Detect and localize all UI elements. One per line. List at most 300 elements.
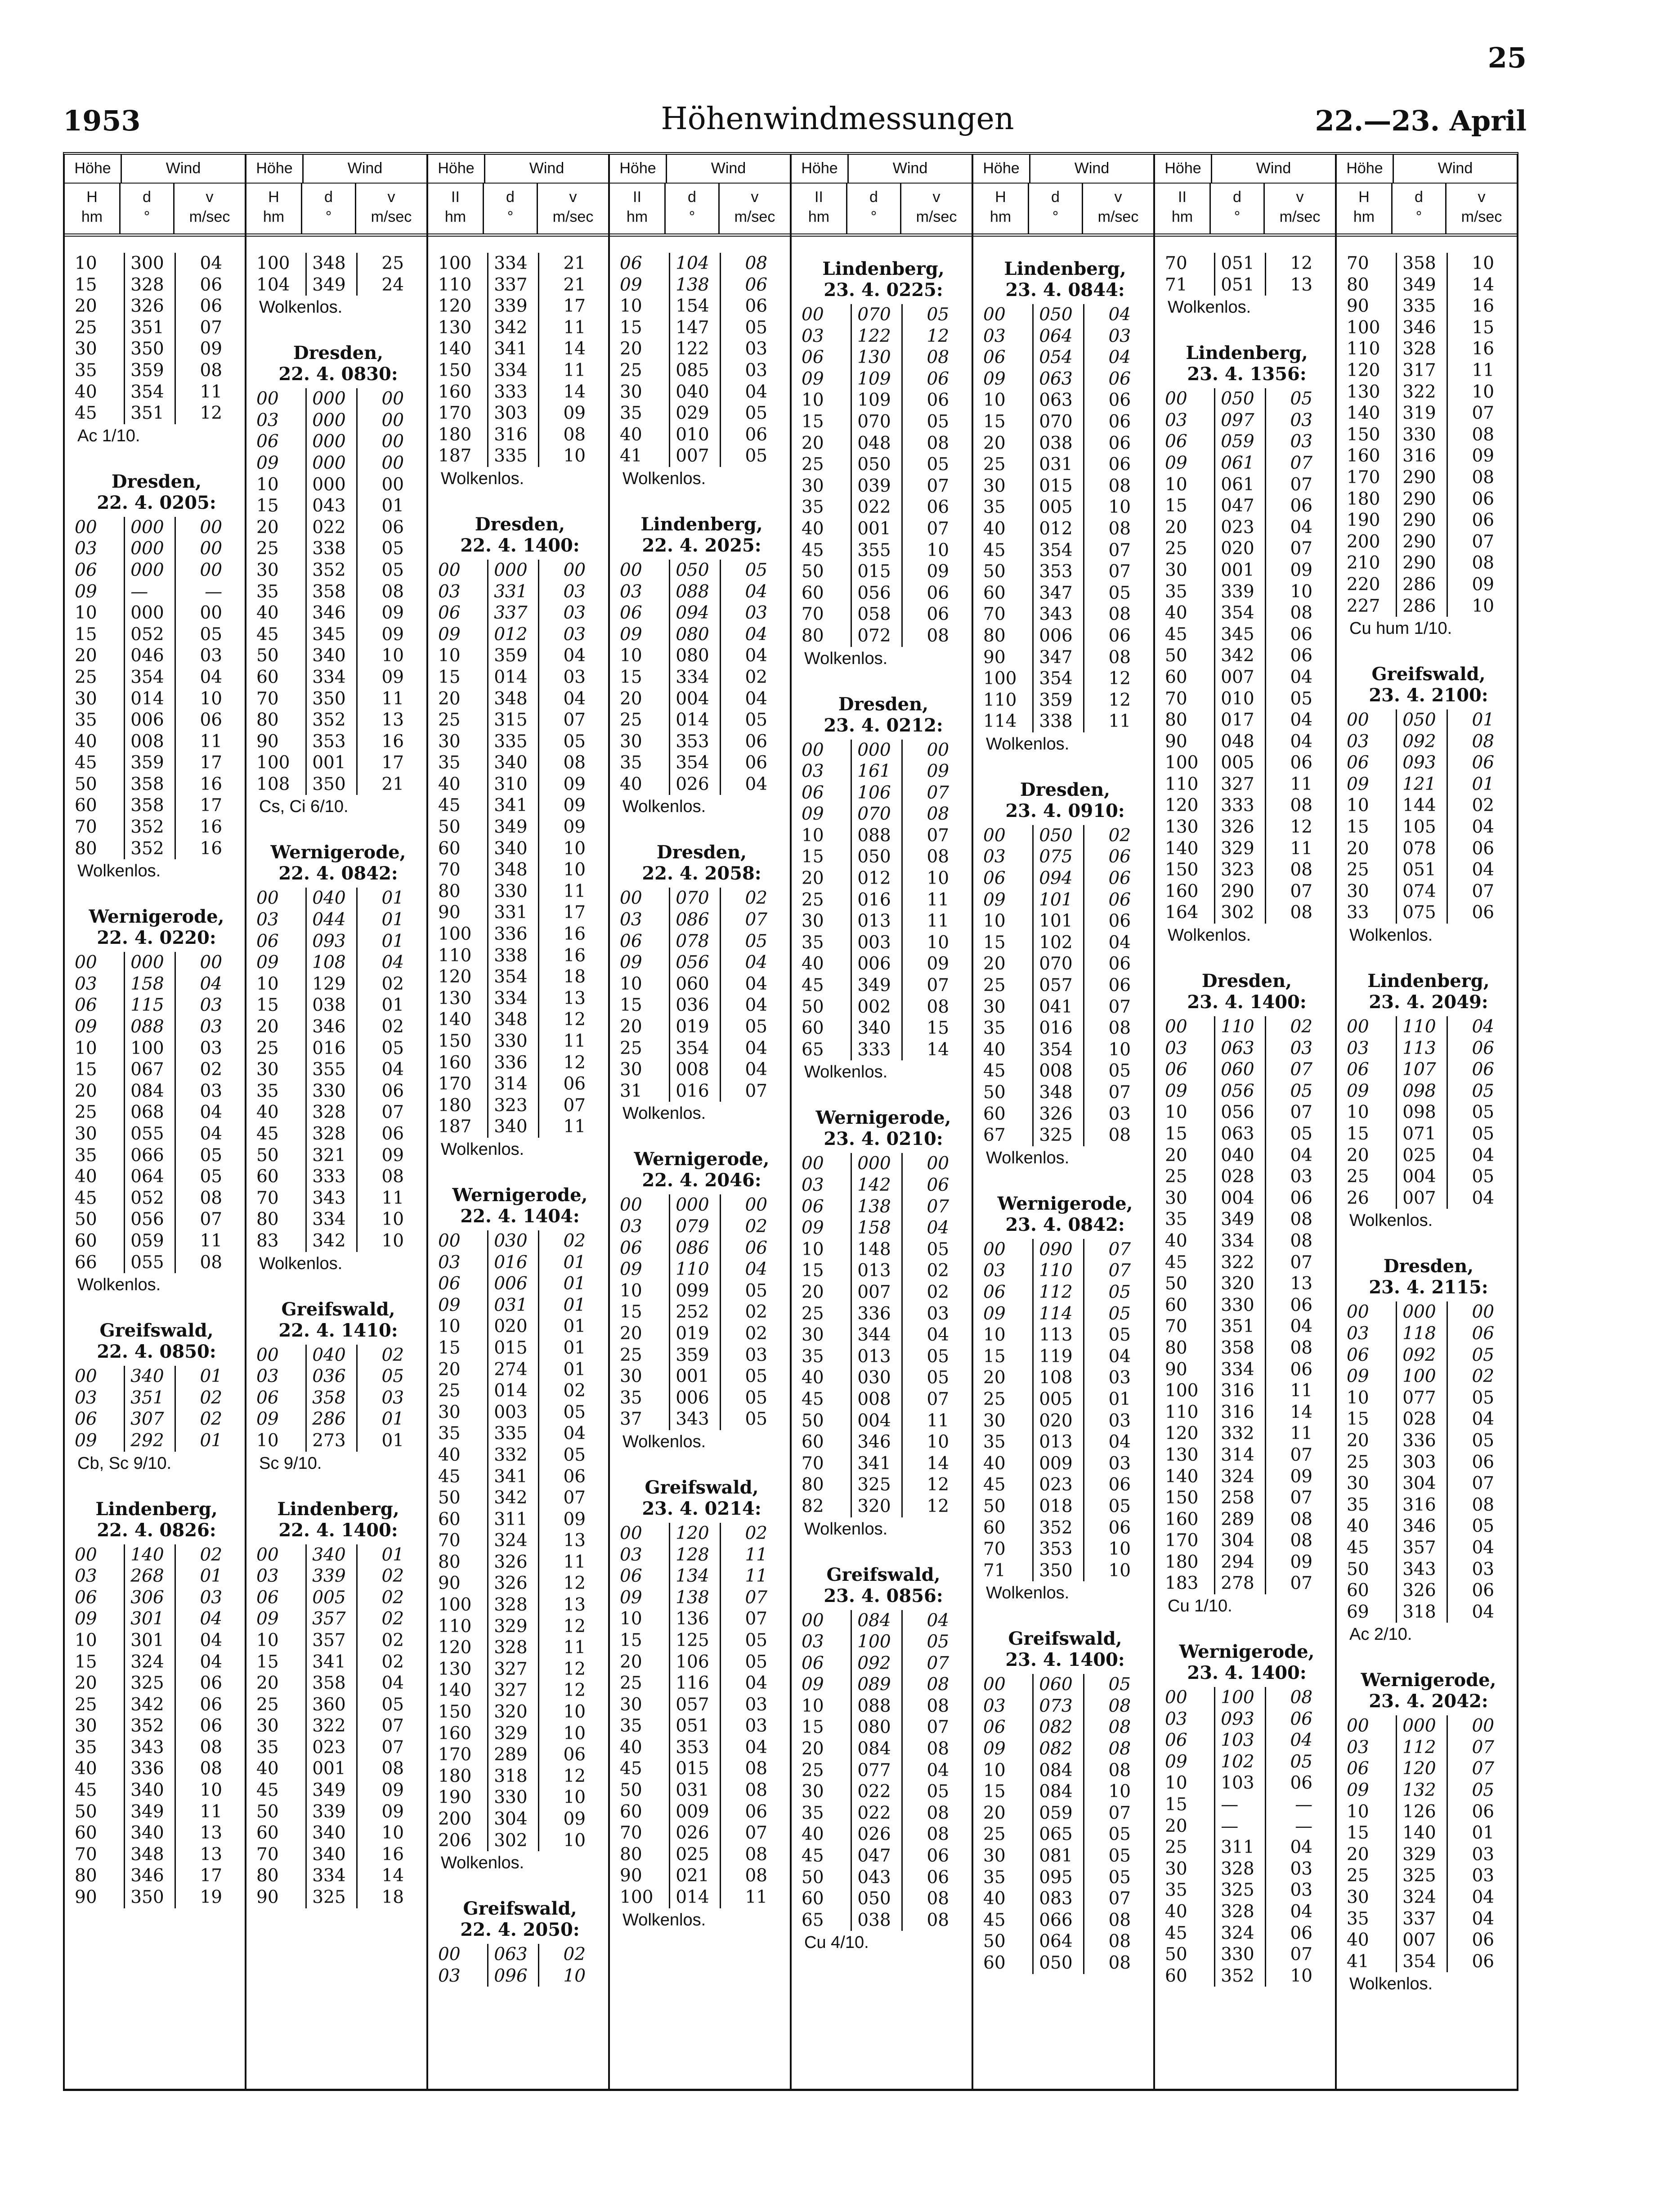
speed-value: 06 xyxy=(175,1673,228,1694)
data-row xyxy=(1165,902,1329,924)
direction-value: 329 xyxy=(1396,1844,1447,1866)
speed-value: 04 xyxy=(1447,859,1500,881)
direction-value: 100 xyxy=(1396,1366,1447,1387)
height-value: 10 xyxy=(438,646,461,666)
column-header xyxy=(973,155,1153,237)
speed-value: 07 xyxy=(1083,1888,1137,1910)
data-row xyxy=(438,274,602,296)
data-row xyxy=(1347,1452,1510,1473)
speed-value: 06 xyxy=(720,752,774,774)
header-hm: hm xyxy=(444,208,466,225)
height-value: 65 xyxy=(802,1039,824,1060)
speed-value: 06 xyxy=(1447,902,1500,924)
data-row xyxy=(983,975,1147,996)
direction-value: 006 xyxy=(851,953,901,975)
speed-value: 04 xyxy=(720,974,774,995)
speed-value: 04 xyxy=(175,1630,228,1651)
speed-value: 14 xyxy=(1447,274,1500,296)
data-row xyxy=(1347,1951,1510,1973)
data-row xyxy=(256,1188,420,1209)
direction-value: 328 xyxy=(487,1637,538,1659)
data-row xyxy=(438,581,602,603)
speed-value: 02 xyxy=(720,1523,774,1544)
height-value: 45 xyxy=(75,1188,97,1208)
speed-value: 06 xyxy=(720,731,774,753)
height-value: 35 xyxy=(75,710,97,731)
speed-value: 05 xyxy=(175,1145,228,1167)
height-value: 09 xyxy=(802,1674,824,1695)
direction-value: 036 xyxy=(305,1366,356,1387)
station-time: 22. 4. 2050: xyxy=(460,1919,580,1941)
direction-value: 012 xyxy=(487,624,538,646)
speed-value: 07 xyxy=(901,476,955,497)
cloud-note: Wolkenlos. xyxy=(804,1063,888,1082)
header-h-unit xyxy=(428,184,484,234)
data-row xyxy=(1165,1166,1329,1188)
speed-value: 05 xyxy=(720,317,774,339)
speed-value: 06 xyxy=(1083,868,1137,889)
direction-value: 325 xyxy=(851,1474,901,1496)
direction-value: 148 xyxy=(851,1239,901,1261)
direction-value: 086 xyxy=(669,1238,720,1259)
station-name: Wernigerode, xyxy=(815,1107,951,1129)
height-value: 100 xyxy=(1165,753,1199,773)
data-row xyxy=(620,709,784,731)
data-row xyxy=(75,538,238,560)
column-header xyxy=(428,155,608,237)
height-value: 160 xyxy=(438,381,472,402)
height-value: 15 xyxy=(75,1059,97,1080)
speed-value: 04 xyxy=(1447,1908,1500,1930)
height-value: 40 xyxy=(983,1453,1006,1474)
data-row xyxy=(802,1653,965,1674)
column-body xyxy=(246,237,426,1908)
data-row xyxy=(1347,1516,1510,1537)
direction-value: 360 xyxy=(305,1694,356,1716)
speed-value: 11 xyxy=(538,1637,592,1659)
height-value: 25 xyxy=(75,667,97,687)
data-row xyxy=(620,253,784,274)
height-value: 15 xyxy=(75,1651,97,1672)
height-value: 35 xyxy=(983,1018,1006,1039)
direction-value: 001 xyxy=(305,1758,356,1780)
direction-value: 088 xyxy=(669,581,720,603)
data-row xyxy=(438,688,602,710)
direction-value: 343 xyxy=(1032,604,1083,625)
data-row xyxy=(256,1166,420,1188)
height-value: 50 xyxy=(438,817,461,838)
direction-value: 335 xyxy=(487,731,538,753)
direction-value: 330 xyxy=(305,1081,356,1102)
height-value: 180 xyxy=(438,424,472,445)
height-value: 50 xyxy=(802,1867,824,1888)
data-row xyxy=(1347,1559,1510,1580)
table-column xyxy=(610,155,792,2089)
direction-value: 350 xyxy=(305,688,356,710)
speed-value: 08 xyxy=(1265,1509,1319,1530)
speed-value: 05 xyxy=(901,1781,955,1803)
height-value: 03 xyxy=(256,1566,279,1587)
direction-value: 327 xyxy=(487,1659,538,1680)
speed-value: 03 xyxy=(538,602,592,624)
direction-value: 031 xyxy=(669,1780,720,1801)
header-h: H xyxy=(995,188,1006,206)
speed-value: 10 xyxy=(1265,1965,1319,1987)
direction-value: 290 xyxy=(1396,552,1447,574)
direction-value: 331 xyxy=(487,902,538,924)
block-spacer xyxy=(75,887,238,901)
direction-value: 001 xyxy=(1214,560,1265,581)
direction-value: 070 xyxy=(851,304,901,326)
speed-value: 08 xyxy=(1447,552,1500,574)
height-value: 30 xyxy=(1347,881,1369,902)
height-value: 20 xyxy=(1165,517,1187,538)
direction-value: 343 xyxy=(1396,1559,1447,1580)
direction-value: 056 xyxy=(124,1209,175,1230)
header-hm: hm xyxy=(81,208,103,225)
direction-value: 068 xyxy=(124,1102,175,1123)
data-row xyxy=(983,825,1147,847)
height-value: 170 xyxy=(438,403,472,424)
sounding-block xyxy=(620,1472,784,1936)
speed-value: 05 xyxy=(720,1630,774,1651)
speed-value: 11 xyxy=(720,1544,774,1566)
data-row xyxy=(1347,731,1510,753)
speed-value: 17 xyxy=(538,296,592,317)
direction-value: 088 xyxy=(851,825,901,847)
direction-value: 001 xyxy=(305,752,356,774)
height-value: 03 xyxy=(983,326,1006,346)
data-row xyxy=(1347,424,1510,446)
speed-value: 04 xyxy=(720,1259,774,1280)
data-row xyxy=(983,1282,1147,1303)
height-value: 20 xyxy=(256,1673,279,1694)
height-value: 03 xyxy=(1347,1323,1369,1344)
speed-value: 05 xyxy=(720,1409,774,1430)
speed-value: 01 xyxy=(356,495,410,517)
data-row xyxy=(438,1031,602,1052)
direction-value: 350 xyxy=(305,774,356,795)
height-value: 30 xyxy=(75,1124,97,1144)
speed-value: 08 xyxy=(175,1758,228,1780)
speed-value: 06 xyxy=(1265,1295,1319,1316)
height-value: 00 xyxy=(256,1544,279,1565)
data-row xyxy=(75,645,238,667)
direction-value: 358 xyxy=(1396,253,1447,274)
height-value: 10 xyxy=(1165,1773,1187,1794)
data-row xyxy=(438,731,602,753)
speed-value: 07 xyxy=(720,909,774,931)
data-row xyxy=(438,1380,602,1402)
speed-value: 10 xyxy=(901,540,955,561)
height-value: 03 xyxy=(1347,1038,1369,1059)
station-time: 23. 4. 1400: xyxy=(1005,1649,1125,1671)
data-row xyxy=(438,881,602,902)
direction-value: 322 xyxy=(1214,1252,1265,1274)
direction-value: 089 xyxy=(851,1674,901,1696)
data-row xyxy=(438,709,602,731)
direction-value: 108 xyxy=(305,952,356,974)
speed-value: 09 xyxy=(1265,1466,1319,1488)
direction-value: 084 xyxy=(1032,1781,1083,1803)
data-row xyxy=(620,667,784,688)
speed-value: 05 xyxy=(720,403,774,424)
speed-value: 10 xyxy=(175,688,228,710)
direction-value: 106 xyxy=(851,782,901,804)
speed-value: 02 xyxy=(356,1608,410,1630)
data-row xyxy=(256,1544,420,1566)
station-time: 22. 4. 1400: xyxy=(278,1519,398,1541)
height-value: 40 xyxy=(256,1102,279,1123)
height-value: 35 xyxy=(438,1423,461,1444)
height-value: 10 xyxy=(620,296,642,317)
direction-value: 336 xyxy=(124,1758,175,1780)
speed-value: 04 xyxy=(1083,1431,1137,1453)
height-value: 35 xyxy=(1165,1880,1187,1901)
height-value: 06 xyxy=(1165,1730,1187,1751)
speed-value: 01 xyxy=(356,931,410,952)
data-row xyxy=(75,1123,238,1145)
direction-value: 088 xyxy=(124,1016,175,1038)
data-row xyxy=(75,581,238,603)
height-value: 40 xyxy=(438,774,461,794)
height-value: 25 xyxy=(1165,1167,1187,1187)
height-value: 35 xyxy=(620,403,642,424)
speed-value: 03 xyxy=(175,645,228,667)
speed-value: 06 xyxy=(901,1867,955,1889)
height-value: 10 xyxy=(620,1609,642,1629)
direction-value: 329 xyxy=(487,1723,538,1745)
header-ms: m/sec xyxy=(189,208,230,225)
height-value: 09 xyxy=(75,1609,97,1629)
header-d: d xyxy=(1051,188,1060,206)
speed-value: 10 xyxy=(1083,1039,1137,1061)
direction-value: 320 xyxy=(487,1701,538,1723)
height-value: 35 xyxy=(256,1081,279,1101)
header-v: v xyxy=(1478,188,1486,206)
direction-value: 040 xyxy=(305,1345,356,1366)
height-value: 15 xyxy=(983,411,1006,432)
height-value: 20 xyxy=(802,1739,824,1759)
sounding-block xyxy=(1165,965,1329,1622)
data-row xyxy=(620,1016,784,1038)
height-value: 45 xyxy=(802,1389,824,1409)
header-v-unit xyxy=(901,184,972,234)
height-value: 03 xyxy=(802,761,824,782)
date-range: 22.—23. April xyxy=(1315,104,1527,137)
speed-value: 08 xyxy=(1265,602,1319,624)
data-row xyxy=(438,795,602,817)
height-value: 50 xyxy=(983,561,1006,582)
data-row xyxy=(620,317,784,339)
speed-value: 08 xyxy=(356,581,410,603)
speed-value: 08 xyxy=(1447,467,1500,489)
sounding-block xyxy=(620,253,784,495)
header-row xyxy=(65,155,245,184)
data-row xyxy=(438,624,602,646)
data-row xyxy=(802,411,965,433)
data-row xyxy=(1165,1709,1329,1730)
height-value: 30 xyxy=(620,1059,642,1080)
direction-value: 132 xyxy=(1396,1780,1447,1801)
data-row xyxy=(1347,531,1510,553)
height-value: 33 xyxy=(1347,902,1369,923)
data-row xyxy=(620,1608,784,1630)
height-value: 35 xyxy=(802,1346,824,1367)
direction-value: 022 xyxy=(851,1781,901,1803)
speed-value: 11 xyxy=(901,889,955,911)
data-row xyxy=(983,1082,1147,1104)
height-value: 25 xyxy=(438,710,461,731)
direction-value: 349 xyxy=(305,1780,356,1801)
data-row xyxy=(620,1587,784,1609)
data-row xyxy=(1165,667,1329,688)
direction-value: 047 xyxy=(1214,495,1265,517)
direction-value: 060 xyxy=(669,974,720,995)
data-row xyxy=(438,645,602,667)
direction-value: 340 xyxy=(487,752,538,774)
data-row xyxy=(256,995,420,1016)
height-value: 09 xyxy=(256,1409,279,1430)
data-row xyxy=(75,1188,238,1209)
height-value: 06 xyxy=(802,1653,824,1674)
direction-value: 335 xyxy=(487,445,538,467)
data-row xyxy=(1165,1252,1329,1274)
data-row xyxy=(620,1301,784,1323)
speed-value: 05 xyxy=(1083,1824,1137,1845)
height-value: 80 xyxy=(75,838,97,859)
height-value: 82 xyxy=(802,1496,824,1517)
speed-value: 02 xyxy=(356,1345,410,1366)
direction-value: 258 xyxy=(1214,1487,1265,1509)
header-units-row xyxy=(246,184,426,234)
data-row xyxy=(983,889,1147,911)
data-row xyxy=(75,752,238,774)
data-row xyxy=(983,1952,1147,1974)
speed-value: 05 xyxy=(1447,1430,1500,1452)
data-row xyxy=(256,1230,420,1252)
speed-value: 03 xyxy=(1265,1166,1319,1188)
height-value: 40 xyxy=(75,1167,97,1187)
height-value: 09 xyxy=(438,1295,461,1315)
direction-value: 003 xyxy=(851,932,901,954)
speed-value: 11 xyxy=(538,1552,592,1573)
height-value: 35 xyxy=(620,1387,642,1408)
speed-value: 01 xyxy=(1447,1822,1500,1844)
height-value: 25 xyxy=(983,1824,1006,1845)
speed-value: 05 xyxy=(901,1239,955,1261)
direction-value: 302 xyxy=(1214,902,1265,924)
direction-value: 354 xyxy=(124,667,175,688)
direction-value: 358 xyxy=(305,1673,356,1694)
station-name: Greifswald, xyxy=(1008,1628,1122,1650)
sounding-block xyxy=(438,253,602,495)
direction-value: 018 xyxy=(1032,1496,1083,1517)
data-row xyxy=(983,1324,1147,1346)
speed-value: 03 xyxy=(1083,1453,1137,1475)
height-value: 40 xyxy=(75,1759,97,1779)
height-value: 25 xyxy=(1347,1167,1369,1187)
speed-value: 10 xyxy=(1447,253,1500,274)
data-row xyxy=(802,1018,965,1039)
direction-value: 354 xyxy=(487,966,538,988)
direction-value: 059 xyxy=(1032,1803,1083,1824)
height-value: 160 xyxy=(438,1723,472,1744)
height-value: 40 xyxy=(620,774,642,794)
data-row xyxy=(983,1260,1147,1282)
header-d: d xyxy=(506,188,515,206)
height-value: 40 xyxy=(1165,1230,1187,1251)
column-header xyxy=(1155,155,1335,237)
station-time: 23. 4. 1400: xyxy=(1187,1662,1307,1684)
speed-value: 10 xyxy=(1447,381,1500,403)
data-row xyxy=(983,846,1147,868)
height-value: 10 xyxy=(1347,1387,1369,1408)
header-h: H xyxy=(268,188,279,206)
data-row xyxy=(983,690,1147,711)
height-value: 80 xyxy=(438,881,461,902)
header-units-row xyxy=(973,184,1153,234)
speed-value: 08 xyxy=(901,1888,955,1910)
direction-value: 050 xyxy=(1032,1952,1083,1974)
speed-value: 03 xyxy=(538,624,592,646)
height-value: 20 xyxy=(1347,1145,1369,1166)
column-body xyxy=(428,237,608,1987)
data-row xyxy=(620,602,784,624)
data-row xyxy=(75,1822,238,1844)
header-h-unit xyxy=(792,184,847,234)
data-row xyxy=(438,1766,602,1787)
speed-value: 01 xyxy=(175,1366,228,1387)
direction-value: 000 xyxy=(305,388,356,410)
direction-value: 334 xyxy=(1214,1359,1265,1381)
data-row xyxy=(256,974,420,995)
height-value: 60 xyxy=(438,1509,461,1530)
height-value: 69 xyxy=(1347,1602,1369,1622)
speed-value: 06 xyxy=(1083,411,1137,433)
height-value: 40 xyxy=(256,603,279,624)
height-value: 90 xyxy=(620,1866,642,1886)
speed-value: 05 xyxy=(720,1651,774,1673)
height-value: 35 xyxy=(1347,1494,1369,1515)
block-spacer xyxy=(256,1480,420,1493)
direction-value: 310 xyxy=(487,774,538,795)
speed-value: 07 xyxy=(175,1209,228,1230)
speed-value: 11 xyxy=(538,1116,592,1138)
speed-value: 18 xyxy=(356,1887,410,1908)
speed-value: 10 xyxy=(356,645,410,667)
speed-value: 13 xyxy=(538,1594,592,1616)
height-value: 66 xyxy=(75,1252,97,1273)
speed-value: 00 xyxy=(175,517,228,538)
speed-value: 09 xyxy=(538,1509,592,1530)
direction-value: 016 xyxy=(305,1038,356,1059)
speed-value: 02 xyxy=(901,1282,955,1303)
speed-value: 16 xyxy=(538,945,592,967)
data-row xyxy=(620,888,784,909)
height-value: 10 xyxy=(75,603,97,624)
direction-value: 026 xyxy=(851,1824,901,1845)
speed-value: 04 xyxy=(1265,667,1319,688)
header-hoehe: Höhe xyxy=(246,155,304,183)
height-value: 20 xyxy=(802,1282,824,1302)
height-value: 00 xyxy=(256,888,279,909)
header-units-row xyxy=(610,184,790,234)
speed-value: 06 xyxy=(720,424,774,446)
direction-value: 115 xyxy=(124,995,175,1016)
height-value: 50 xyxy=(1165,1274,1187,1294)
table-column xyxy=(1155,155,1337,2089)
